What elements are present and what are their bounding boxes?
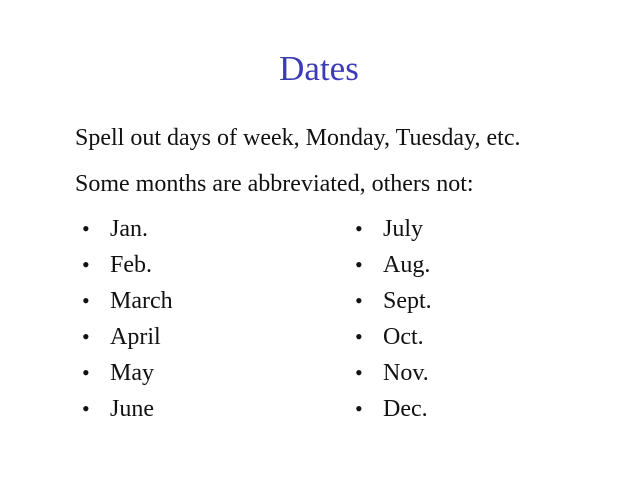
bullet-icon: • xyxy=(355,216,363,241)
month-label: Jan. xyxy=(110,216,148,242)
bullet-icon: • xyxy=(355,288,363,313)
right-month-list xyxy=(355,211,432,427)
list-item xyxy=(355,391,432,427)
list-item xyxy=(82,283,173,319)
bullet-icon: • xyxy=(355,324,363,349)
left-month-list xyxy=(82,211,173,427)
body-text-line-1: Spell out days of week, Monday, Tuesday, etc. xyxy=(75,125,521,151)
month-label: May xyxy=(110,360,154,386)
list-item xyxy=(355,247,432,283)
bullet-icon: • xyxy=(82,216,90,241)
month-label: Oct. xyxy=(383,324,424,350)
list-item xyxy=(355,211,432,247)
month-label: July xyxy=(383,216,424,242)
list-item xyxy=(355,283,432,319)
list-item xyxy=(355,355,432,391)
list-item xyxy=(82,355,173,391)
month-label: Nov. xyxy=(383,360,429,386)
bullet-icon: • xyxy=(82,396,90,421)
bullet-icon: • xyxy=(82,252,90,277)
month-label: June xyxy=(110,396,154,422)
body-text-line-2: Some months are abbreviated, others not: xyxy=(75,171,474,197)
month-label: Aug. xyxy=(383,252,431,278)
list-item xyxy=(82,319,173,355)
list-item xyxy=(355,319,432,355)
month-label: Feb. xyxy=(110,252,152,278)
month-label: Sept. xyxy=(383,288,432,314)
bullet-icon: • xyxy=(82,288,90,313)
list-item xyxy=(82,211,173,247)
bullet-icon: • xyxy=(82,360,90,385)
list-item xyxy=(82,247,173,283)
month-label: April xyxy=(110,324,161,350)
bullet-icon: • xyxy=(355,360,363,385)
bullet-icon: • xyxy=(82,324,90,349)
month-label: Dec. xyxy=(383,396,428,422)
list-item xyxy=(82,391,173,427)
slide-title: Dates xyxy=(279,49,359,88)
bullet-icon: • xyxy=(355,252,363,277)
month-label: March xyxy=(110,288,173,314)
bullet-icon: • xyxy=(355,396,363,421)
